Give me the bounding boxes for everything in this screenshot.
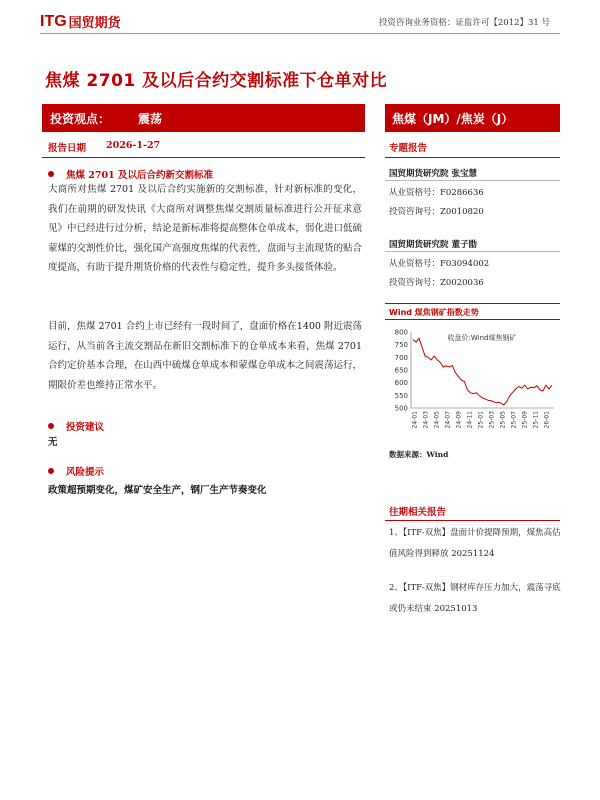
series-line xyxy=(413,338,552,405)
logo-itg: ITG xyxy=(40,12,67,30)
index-line-chart xyxy=(389,324,559,442)
section-heading: 投资建议 xyxy=(48,419,104,433)
report-date-value: 2026-1-27 xyxy=(106,140,161,151)
chart-source: 数据来源：Wind xyxy=(389,450,449,459)
analyst-divider xyxy=(385,251,560,252)
paragraph: 目前，焦煤 2701 合约上市已经有一段时间了，盘面价格在1400 附近震荡运行，从当前各主流交割品在新旧交割标准下的仓单成本来看，焦煤 2701 合约定价基本合理，在山西中硫煤仓单成本和蒙煤仓单成本之间震荡运行，期限价差也维持正常水平。 xyxy=(48,321,362,391)
y-tick-label: 600 xyxy=(394,379,408,388)
x-tick-label: 24-11 xyxy=(466,411,474,429)
chart-divider xyxy=(385,303,560,304)
right-divider xyxy=(385,157,560,158)
report-date-label: 报告日期 xyxy=(48,143,87,154)
company-logo xyxy=(40,12,121,31)
x-tick-label: 25-07 xyxy=(510,411,518,429)
analyst-consult: 投资咨询号：Z0020036 xyxy=(389,278,484,288)
view-label: 投资观点： xyxy=(50,111,111,126)
y-tick-label: 800 xyxy=(394,328,408,337)
x-tick-label: 24-03 xyxy=(422,411,430,429)
header-divider xyxy=(40,33,560,34)
paragraph: 大商所对焦煤 2701 及以后合约实施新的交割标准，针对新标准的变化，我们在前期的研发快讯《大商所对调整焦煤交割质量标准进行公开征求意见》中已经进行过分析，结论是新标准将提高整体仓单成本，弱化进口低硫蒙煤的交割性价比，强化国产高强度焦煤的代表性，盘面与主流现货的贴合度提高，有助于提升期货价格的代表性与稳定性，提升多头接货体验。 xyxy=(48,184,362,274)
chart-divider xyxy=(385,319,560,320)
x-tick-label: 24-09 xyxy=(455,411,463,429)
analyst-org: 国贸期货研究院 董子勖 xyxy=(389,240,477,250)
x-tick-label: 25-03 xyxy=(488,411,496,429)
bullet-icon xyxy=(48,423,54,429)
analyst-consult: 投资咨询号：Z0010820 xyxy=(389,207,484,217)
license-note: 投资咨询业务资格：证监许可【2012】31 号 xyxy=(378,18,550,28)
x-tick-label: 25-11 xyxy=(532,411,540,429)
analyst-license: 从业资格号：F0286636 xyxy=(389,188,484,198)
x-tick-label: 24-07 xyxy=(444,411,452,429)
y-tick-label: 650 xyxy=(394,366,408,375)
special-report-heading: 专题报告 xyxy=(389,143,428,154)
section-heading: 风险提示 xyxy=(48,464,104,478)
x-tick-label: 25-09 xyxy=(521,411,529,429)
x-tick-label: 24-01 xyxy=(411,411,419,429)
page-title: 焦煤 2701 及以后合约交割标准下仓单对比 xyxy=(45,71,388,91)
analyst-divider xyxy=(385,180,560,181)
y-tick-label: 500 xyxy=(394,404,408,413)
x-tick-label: 25-01 xyxy=(477,411,485,429)
x-tick-label: 26-01 xyxy=(543,411,551,429)
chart-title: Wind 煤焦钢矿指数走势 xyxy=(389,308,479,317)
right-divider xyxy=(385,520,560,521)
view-bar xyxy=(42,104,365,132)
section-heading: 焦煤 2701 及以后合约新交割标准 xyxy=(48,167,213,181)
related-reports-heading: 往期相关报告 xyxy=(389,507,447,518)
legend-label: 收盘价:Wind煤焦钢矿 xyxy=(447,334,517,342)
x-tick-label: 25-05 xyxy=(499,411,507,429)
y-tick-label: 750 xyxy=(394,341,408,350)
left-divider xyxy=(42,157,365,158)
bullet-icon xyxy=(48,468,54,474)
product-bar: 焦煤（JM）/焦炭（J） xyxy=(385,104,560,132)
analyst-org: 国贸期货研究院 张宝慧 xyxy=(389,169,477,179)
related-report-item: 1、【ITF-双焦】盘面计价提降预期，煤焦高估值风险得到释放 20251124 xyxy=(389,528,561,559)
analyst-license: 从业资格号：F03094002 xyxy=(389,259,490,269)
y-tick-label: 550 xyxy=(394,391,408,400)
view-value: 震荡 xyxy=(138,111,163,126)
advice-text: 无 xyxy=(48,437,58,448)
x-tick-label: 24-05 xyxy=(433,411,441,429)
report-date xyxy=(48,140,160,154)
y-tick-label: 700 xyxy=(394,353,408,362)
logo-cn: 国贸期货 xyxy=(68,16,121,31)
related-report-item: 2、【ITF-双焦】钢材库存压力加大，震荡寻底或仍未结束 20251013 xyxy=(389,583,561,614)
risk-text: 政策超预期变化，煤矿安全生产，钢厂生产节奏变化 xyxy=(48,485,267,496)
bullet-icon xyxy=(48,171,54,177)
